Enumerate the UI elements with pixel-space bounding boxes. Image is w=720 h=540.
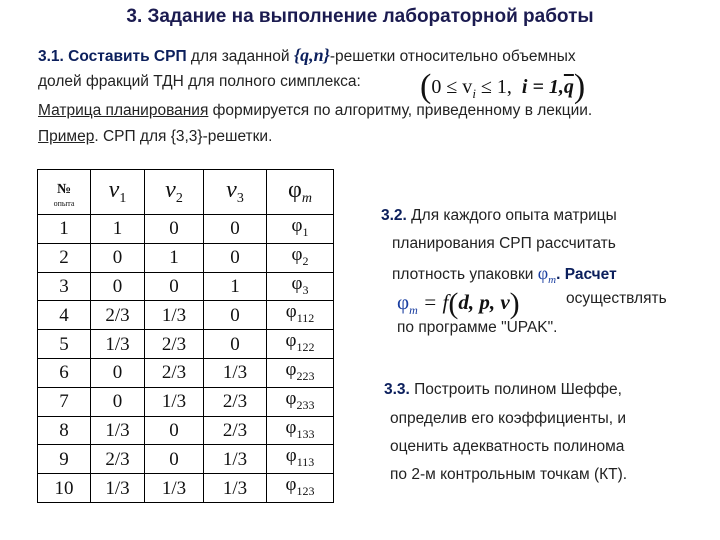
cell-phi-symbol: φ [285, 387, 297, 409]
table-row [38, 387, 334, 416]
packing-density-sub: m [548, 274, 557, 287]
cell-phi-sub: 1 [302, 224, 309, 239]
cell-phi-sub: 133 [296, 426, 315, 441]
example-term: Пример [38, 128, 95, 145]
formula2-phi: φ [397, 290, 410, 314]
intro-line-1 [38, 45, 576, 66]
formula-sub: i [472, 86, 476, 101]
formula2-open-paren: ( [448, 287, 459, 320]
cell-phi [267, 215, 334, 244]
cell-v1: 0 [91, 358, 145, 387]
intro-line-4 [38, 128, 272, 146]
simplex-constraint-formula [420, 64, 586, 105]
cell-phi-sub: 113 [296, 455, 315, 470]
formula2-eq: = f [417, 290, 449, 314]
intro-line-1-end: -решетки относительно объемных [329, 48, 576, 65]
task-3-3-line-1 [384, 381, 622, 399]
header-v1-sub: 1 [119, 190, 127, 206]
cell-phi-symbol: φ [285, 474, 297, 496]
cell-n: 7 [38, 387, 91, 416]
cell-v1: 1/3 [91, 416, 145, 445]
cell-phi-sub: 112 [296, 311, 315, 326]
page-title: 3. Задание на выполнение лабораторной работы [126, 6, 594, 27]
cell-v2: 1/3 [145, 301, 204, 330]
table-row [38, 215, 334, 244]
cell-phi [267, 330, 334, 359]
packing-density-symbol: φ [537, 263, 549, 283]
table-row [38, 301, 334, 330]
cell-phi-sub: 2 [302, 253, 309, 268]
cell-phi-symbol: φ [291, 215, 303, 236]
task-3-1-heading: 3.1. Составить СРП [38, 48, 187, 65]
task-3-2-text-3a: плотность упаковки [392, 266, 538, 283]
header-no-symbol: № [56, 181, 72, 197]
cell-n: 6 [38, 358, 91, 387]
cell-n: 2 [38, 243, 91, 272]
cell-v3: 0 [204, 301, 267, 330]
formula-part-b: ≤ 1, [475, 76, 512, 98]
cell-phi-sub: 223 [296, 368, 315, 383]
intro-line-3-rest: формируется по алгоритму, приведенному в лекции. [208, 102, 593, 119]
task-3-2-line-2: планирования СРП рассчитать [392, 235, 616, 252]
cell-phi [267, 301, 334, 330]
cell-v2: 1 [145, 243, 204, 272]
formula-close-paren: ) [573, 68, 586, 105]
cell-v2: 1/3 [145, 474, 204, 503]
table-row [38, 330, 334, 359]
cell-phi-symbol: φ [291, 272, 303, 294]
cell-v2: 2/3 [145, 330, 204, 359]
formula-part-a: 0 ≤ v [431, 76, 473, 98]
cell-v3: 2/3 [204, 416, 267, 445]
cell-v1: 1/3 [91, 474, 145, 503]
intro-line-1-mid: для заданной [186, 48, 294, 65]
intro-line-2: долей фракций ТДН для полного симплекса: [38, 73, 361, 90]
cell-n: 9 [38, 445, 91, 474]
table-row [38, 358, 334, 387]
formula2-sub: m [409, 303, 418, 318]
cell-v1: 1/3 [91, 330, 145, 359]
cell-n: 3 [38, 272, 91, 301]
cell-v1: 1 [91, 215, 145, 244]
table-row [38, 272, 334, 301]
cell-v3: 0 [204, 243, 267, 272]
cell-v3: 2/3 [204, 387, 267, 416]
planning-matrix-term: Матрица планирования [38, 102, 209, 119]
cell-n: 1 [38, 215, 91, 244]
task-3-3-line-3: оценить адекватность полинома [390, 438, 625, 455]
cell-v2: 1/3 [145, 387, 204, 416]
cell-v3: 0 [204, 330, 267, 359]
cell-phi-sub: 122 [296, 339, 315, 354]
cell-v2: 0 [145, 272, 204, 301]
cell-v1: 0 [91, 387, 145, 416]
packing-density-formula [397, 283, 520, 318]
cell-phi-symbol: φ [291, 243, 303, 265]
cell-v3: 0 [204, 215, 267, 244]
header-v1 [91, 170, 145, 215]
lattice-notation: {q,n} [293, 45, 330, 65]
table-body [38, 215, 334, 503]
cell-n: 4 [38, 301, 91, 330]
task-3-2-text-3b: . Расчет [556, 266, 617, 283]
cell-phi-symbol: φ [285, 445, 297, 467]
cell-v1: 0 [91, 272, 145, 301]
task-3-3-heading: 3.3. [384, 381, 410, 398]
cell-v2: 0 [145, 416, 204, 445]
table-row [38, 243, 334, 272]
cell-phi-symbol: φ [285, 301, 297, 323]
header-v2 [145, 170, 204, 215]
cell-n: 8 [38, 416, 91, 445]
header-phi-m [267, 170, 334, 215]
table-header-row [38, 170, 334, 215]
table-row [38, 474, 334, 503]
cell-v3: 1/3 [204, 358, 267, 387]
cell-phi [267, 445, 334, 474]
cell-v1: 2/3 [91, 301, 145, 330]
cell-phi [267, 272, 334, 301]
cell-phi [267, 358, 334, 387]
task-3-2-heading: 3.2. [381, 207, 407, 224]
header-v3 [204, 170, 267, 215]
cell-phi [267, 387, 334, 416]
cell-v2: 0 [145, 445, 204, 474]
cell-phi [267, 243, 334, 272]
header-no-caption: опыта [53, 198, 75, 208]
cell-phi [267, 474, 334, 503]
task-3-3-line-2: определив его коэффициенты, и [390, 410, 627, 427]
formula-open-paren: ( [420, 68, 432, 105]
cell-n: 5 [38, 330, 91, 359]
header-v3-sub: 3 [236, 190, 244, 206]
cell-phi-sub: 3 [302, 282, 309, 297]
cell-phi-symbol: φ [285, 358, 297, 380]
task-3-2-line-1 [381, 207, 617, 225]
header-v2-symbol: v [165, 177, 176, 204]
cell-phi-symbol: φ [285, 330, 297, 352]
table-row [38, 445, 334, 474]
task-3-2-line-5: по программе "UPAK". [397, 319, 558, 336]
cell-phi [267, 416, 334, 445]
cell-v2: 2/3 [145, 358, 204, 387]
planning-matrix-table [37, 169, 334, 503]
task-3-3-text-1: Построить полином Шеффе, [409, 381, 622, 398]
cell-v1: 0 [91, 243, 145, 272]
cell-v2: 0 [145, 215, 204, 244]
header-experiment-no [38, 170, 91, 215]
table-row [38, 416, 334, 445]
task-3-2-line-4: осуществлять [566, 290, 667, 307]
header-v3-symbol: v [226, 177, 237, 204]
intro-line-3 [38, 102, 592, 120]
header-v2-sub: 2 [175, 190, 183, 206]
header-v1-symbol: v [108, 177, 120, 204]
cell-n: 10 [38, 474, 91, 503]
header-phi-symbol: φ [288, 177, 302, 204]
cell-v3: 1/3 [204, 445, 267, 474]
formula-part-c: i = 1, [521, 76, 564, 98]
formula2-close-paren: ) [509, 287, 520, 320]
formula2-args: d, p, v [458, 290, 510, 314]
cell-phi-sub: 233 [296, 397, 315, 412]
cell-v3: 1 [204, 272, 267, 301]
task-3-2-text-1: Для каждого опыта матрицы [406, 207, 617, 224]
cell-v3: 1/3 [204, 474, 267, 503]
formula-part-d: $\overline{q}$ [563, 76, 574, 98]
header-phi-sub: m [301, 190, 312, 206]
task-3-3-line-4: по 2-м контрольным точкам (КТ). [390, 466, 628, 483]
cell-phi-symbol: φ [285, 416, 297, 438]
cell-v1: 2/3 [91, 445, 145, 474]
intro-line-4-rest: . СРП для {3,3}-решетки. [94, 128, 273, 145]
cell-phi-sub: 123 [296, 483, 315, 498]
